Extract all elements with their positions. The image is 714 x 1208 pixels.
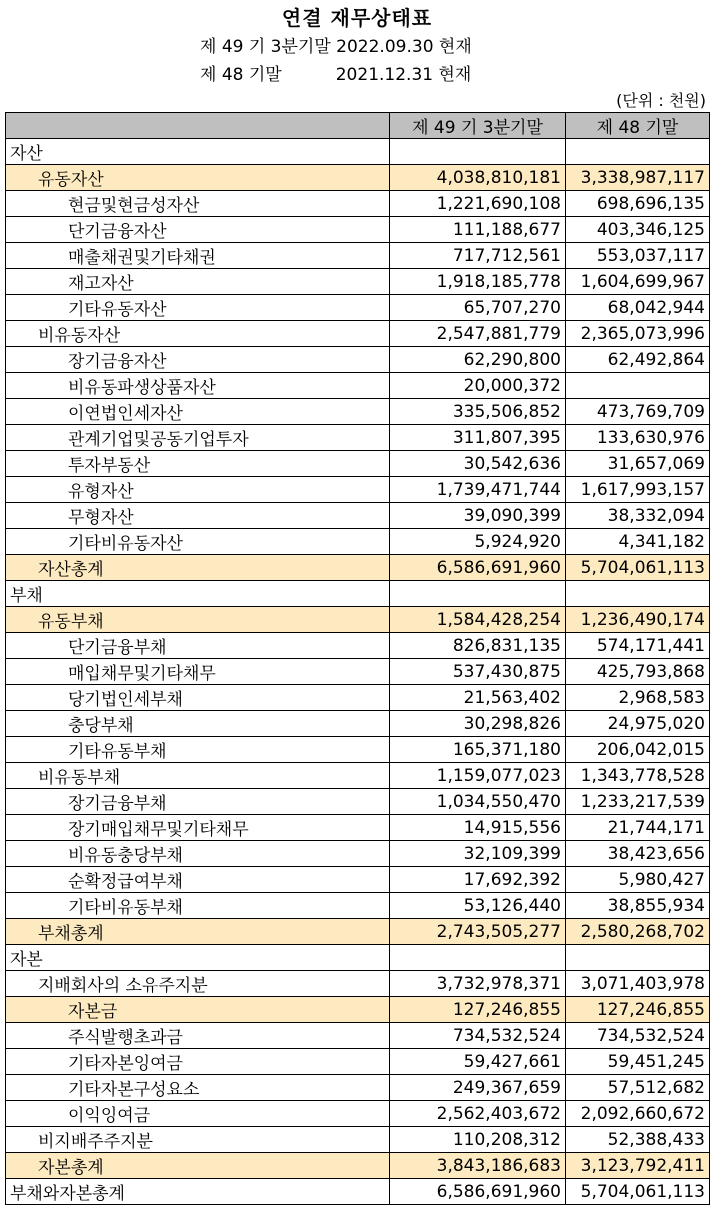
table-row	[6, 217, 710, 243]
account-name-cell: 비유동자산	[6, 321, 390, 347]
table-row	[6, 945, 710, 971]
prior-period-value-cell: 1,604,699,967	[566, 269, 710, 295]
account-name-cell: 유동부채	[6, 607, 390, 633]
current-period-value-cell: 1,159,077,023	[390, 763, 566, 789]
table-row	[6, 321, 710, 347]
account-name-cell: 당기법인세부채	[6, 685, 390, 711]
table-row	[6, 1023, 710, 1049]
current-period-value-cell: 39,090,399	[390, 503, 566, 529]
table-row	[6, 243, 710, 269]
account-name-cell: 비유동충당부채	[6, 841, 390, 867]
column-header-account	[6, 113, 390, 139]
table-row	[6, 607, 710, 633]
current-period-value-cell: 110,208,312	[390, 1127, 566, 1153]
table-row	[6, 425, 710, 451]
prior-period-value-cell: 68,042,944	[566, 295, 710, 321]
table-row	[6, 503, 710, 529]
table-row	[6, 867, 710, 893]
current-period-value-cell: 311,807,395	[390, 425, 566, 451]
current-period-value-cell: 537,430,875	[390, 659, 566, 685]
table-row	[6, 919, 710, 945]
table-row	[6, 555, 710, 581]
prior-period-value-cell: 1,233,217,539	[566, 789, 710, 815]
prior-period-value-cell: 5,704,061,113	[566, 1179, 710, 1205]
prior-period-value-cell: 133,630,976	[566, 425, 710, 451]
account-name-cell: 재고자산	[6, 269, 390, 295]
current-period-value-cell: 14,915,556	[390, 815, 566, 841]
account-name-cell: 부채	[6, 581, 390, 607]
account-name-cell: 유동자산	[6, 165, 390, 191]
current-period-value-cell: 3,732,978,371	[390, 971, 566, 997]
table-row	[6, 1101, 710, 1127]
account-name-cell: 장기매입채무및기타채무	[6, 815, 390, 841]
current-period-value-cell: 6,586,691,960	[390, 1179, 566, 1205]
column-header-prior-period: 제 48 기말	[566, 113, 710, 139]
current-period-value-cell: 717,712,561	[390, 243, 566, 269]
table-row	[6, 165, 710, 191]
table-body	[6, 139, 710, 1205]
current-period-value-cell: 5,924,920	[390, 529, 566, 555]
current-period-value-cell: 1,739,471,744	[390, 477, 566, 503]
table-row	[6, 347, 710, 373]
prior-period-value-cell: 24,975,020	[566, 711, 710, 737]
prior-period-value-cell: 31,657,069	[566, 451, 710, 477]
prior-period-value-cell: 38,332,094	[566, 503, 710, 529]
prior-period-value-cell: 5,980,427	[566, 867, 710, 893]
prior-period-value-cell: 425,793,868	[566, 659, 710, 685]
table-row	[6, 1153, 710, 1179]
table-row	[6, 815, 710, 841]
table-row	[6, 711, 710, 737]
prior-period-value-cell: 3,123,792,411	[566, 1153, 710, 1179]
account-name-cell: 자본금	[6, 997, 390, 1023]
prior-period-value-cell: 698,696,135	[566, 191, 710, 217]
table-row	[6, 971, 710, 997]
account-name-cell: 자산총계	[6, 555, 390, 581]
prior-period-value-cell: 21,744,171	[566, 815, 710, 841]
prior-period-value-cell: 473,769,709	[566, 399, 710, 425]
prior-period-value-cell: 127,246,855	[566, 997, 710, 1023]
account-name-cell: 유형자산	[6, 477, 390, 503]
account-name-cell: 부채총계	[6, 919, 390, 945]
current-period-value-cell: 2,547,881,779	[390, 321, 566, 347]
current-period-value-cell: 21,563,402	[390, 685, 566, 711]
prior-period-value-cell: 734,532,524	[566, 1023, 710, 1049]
prior-period-value-cell: 2,365,073,996	[566, 321, 710, 347]
account-name-cell: 자산	[6, 139, 390, 165]
table-row	[6, 1127, 710, 1153]
table-row	[6, 477, 710, 503]
current-period-value-cell: 3,843,186,683	[390, 1153, 566, 1179]
table-row	[6, 191, 710, 217]
current-period-value-cell: 59,427,661	[390, 1049, 566, 1075]
current-period-value-cell: 4,038,810,181	[390, 165, 566, 191]
table-row	[6, 789, 710, 815]
current-period-value-cell: 1,584,428,254	[390, 607, 566, 633]
account-name-cell: 비유동파생상품자산	[6, 373, 390, 399]
prior-period-value-cell: 57,512,682	[566, 1075, 710, 1101]
table-row	[6, 139, 710, 165]
account-name-cell: 기타유동부채	[6, 737, 390, 763]
table-row	[6, 841, 710, 867]
table-row	[6, 685, 710, 711]
account-name-cell: 기타비유동부채	[6, 893, 390, 919]
current-period-value-cell: 32,109,399	[390, 841, 566, 867]
current-period-value-cell: 127,246,855	[390, 997, 566, 1023]
prior-period-label: 제 48 기말 2021.12.31 현재	[200, 65, 472, 85]
account-name-cell: 관계기업및공동기업투자	[6, 425, 390, 451]
statement-title: 연결 재무상태표	[281, 6, 433, 30]
prior-period-value-cell: 206,042,015	[566, 737, 710, 763]
current-period-value-cell: 1,034,550,470	[390, 789, 566, 815]
prior-period-value-cell	[566, 945, 710, 971]
table-row	[6, 659, 710, 685]
current-period-value-cell: 2,562,403,672	[390, 1101, 566, 1127]
current-period-value-cell: 65,707,270	[390, 295, 566, 321]
table-row	[6, 581, 710, 607]
prior-period-value-cell: 59,451,245	[566, 1049, 710, 1075]
account-name-cell: 비지배주주지분	[6, 1127, 390, 1153]
prior-period-value-cell: 52,388,433	[566, 1127, 710, 1153]
table-row	[6, 763, 710, 789]
account-name-cell: 순확정급여부채	[6, 867, 390, 893]
account-name-cell: 기타자본구성요소	[6, 1075, 390, 1101]
account-name-cell: 이연법인세자산	[6, 399, 390, 425]
current-period-value-cell	[390, 581, 566, 607]
prior-period-value-cell: 553,037,117	[566, 243, 710, 269]
table-header-row	[6, 113, 710, 139]
prior-period-value-cell	[566, 139, 710, 165]
prior-period-value-cell: 1,617,993,157	[566, 477, 710, 503]
account-name-cell: 무형자산	[6, 503, 390, 529]
table-row	[6, 633, 710, 659]
balance-sheet-table	[5, 112, 710, 1205]
account-name-cell: 자본총계	[6, 1153, 390, 1179]
account-name-cell: 기타자본잉여금	[6, 1049, 390, 1075]
prior-period-value-cell: 2,092,660,672	[566, 1101, 710, 1127]
prior-period-value-cell: 1,236,490,174	[566, 607, 710, 633]
account-name-cell: 현금및현금성자산	[6, 191, 390, 217]
table-row	[6, 1049, 710, 1075]
current-period-value-cell: 1,221,690,108	[390, 191, 566, 217]
current-period-value-cell: 20,000,372	[390, 373, 566, 399]
current-period-value-cell: 30,542,636	[390, 451, 566, 477]
current-period-value-cell	[390, 945, 566, 971]
account-name-cell: 이익잉여금	[6, 1101, 390, 1127]
prior-period-value-cell: 38,423,656	[566, 841, 710, 867]
table-row	[6, 1179, 710, 1205]
table-row	[6, 399, 710, 425]
prior-period-value-cell: 62,492,864	[566, 347, 710, 373]
account-name-cell: 장기금융부채	[6, 789, 390, 815]
account-name-cell: 비유동부채	[6, 763, 390, 789]
account-name-cell: 장기금융자산	[6, 347, 390, 373]
account-name-cell: 투자부동산	[6, 451, 390, 477]
account-name-cell: 자본	[6, 945, 390, 971]
prior-period-value-cell: 5,704,061,113	[566, 555, 710, 581]
account-name-cell: 주식발행초과금	[6, 1023, 390, 1049]
table-row	[6, 997, 710, 1023]
account-name-cell: 부채와자본총계	[6, 1179, 390, 1205]
account-name-cell: 단기금융자산	[6, 217, 390, 243]
current-period-value-cell: 734,532,524	[390, 1023, 566, 1049]
current-period-value-cell: 30,298,826	[390, 711, 566, 737]
table-row	[6, 295, 710, 321]
current-period-value-cell: 53,126,440	[390, 893, 566, 919]
prior-period-value-cell	[566, 581, 710, 607]
current-period-value-cell: 249,367,659	[390, 1075, 566, 1101]
prior-period-value-cell: 2,968,583	[566, 685, 710, 711]
account-name-cell: 기타비유동자산	[6, 529, 390, 555]
prior-period-value-cell: 574,171,441	[566, 633, 710, 659]
prior-period-value-cell: 403,346,125	[566, 217, 710, 243]
prior-period-value-cell: 4,341,182	[566, 529, 710, 555]
prior-period-value-cell: 3,338,987,117	[566, 165, 710, 191]
table-row	[6, 737, 710, 763]
table-row	[6, 373, 710, 399]
current-period-value-cell: 111,188,677	[390, 217, 566, 243]
table-row	[6, 451, 710, 477]
current-period-value-cell: 335,506,852	[390, 399, 566, 425]
prior-period-value-cell	[566, 373, 710, 399]
prior-period-value-cell: 1,343,778,528	[566, 763, 710, 789]
current-period-value-cell: 1,918,185,778	[390, 269, 566, 295]
current-period-label: 제 49 기 3분기말 2022.09.30 현재	[200, 37, 472, 57]
prior-period-value-cell: 3,071,403,978	[566, 971, 710, 997]
account-name-cell: 충당부채	[6, 711, 390, 737]
prior-period-value-cell: 2,580,268,702	[566, 919, 710, 945]
table-row	[6, 529, 710, 555]
unit-label: (단위 : 천원)	[616, 91, 706, 110]
current-period-value-cell: 826,831,135	[390, 633, 566, 659]
table-row	[6, 1075, 710, 1101]
prior-period-value-cell: 38,855,934	[566, 893, 710, 919]
table-row	[6, 269, 710, 295]
account-name-cell: 단기금융부채	[6, 633, 390, 659]
current-period-value-cell: 165,371,180	[390, 737, 566, 763]
account-name-cell: 지배회사의 소유주지분	[6, 971, 390, 997]
table-row	[6, 893, 710, 919]
account-name-cell: 매입채무및기타채무	[6, 659, 390, 685]
account-name-cell: 기타유동자산	[6, 295, 390, 321]
current-period-value-cell: 2,743,505,277	[390, 919, 566, 945]
current-period-value-cell: 6,586,691,960	[390, 555, 566, 581]
column-header-current-period: 제 49 기 3분기말	[390, 113, 566, 139]
current-period-value-cell: 62,290,800	[390, 347, 566, 373]
account-name-cell: 매출채권및기타채권	[6, 243, 390, 269]
current-period-value-cell: 17,692,392	[390, 867, 566, 893]
current-period-value-cell	[390, 139, 566, 165]
